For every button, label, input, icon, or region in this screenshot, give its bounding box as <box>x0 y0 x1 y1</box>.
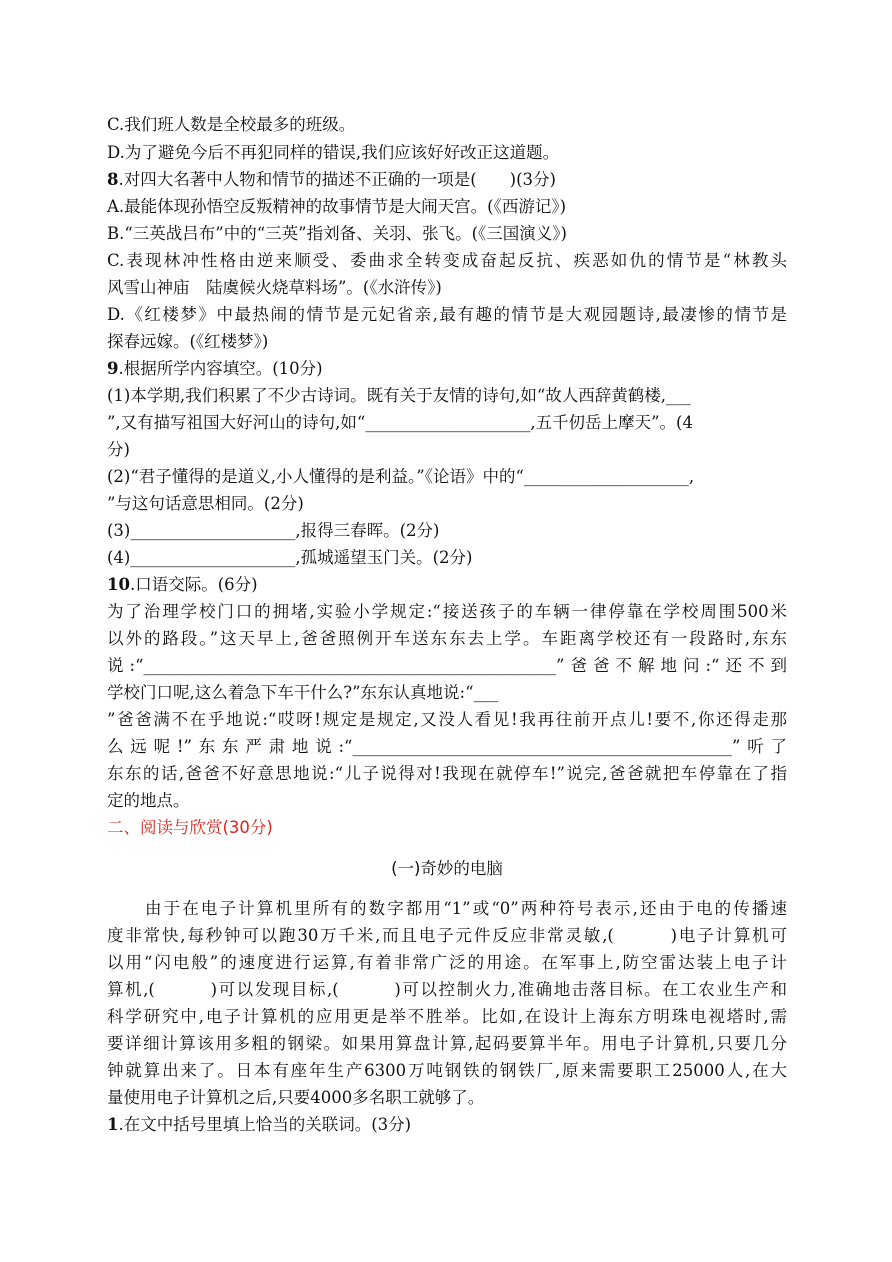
q10-text-1: 为了治理学校门口的拥堵,实验小学规定:“接送孩子的车辆一律停靠在学校周围500米 <box>107 602 787 621</box>
passage-line-1: 由于在电子计算机里所有的数字都用“1”或“0”两种符号表示,还由于电的传播速 <box>145 899 787 918</box>
q9-part4: (4)____________________,孤城遥望玉门关。(2分) <box>107 548 473 567</box>
question-10: 10.口语交际。(6分) <box>107 575 258 594</box>
passage-line-2: 度非常快,每秒钟可以跑30万千米,而且电子元件反应非常灵敏,( )电子计算机可 <box>107 926 787 945</box>
section-heading: 二、阅读与欣赏(30分) <box>107 818 273 837</box>
q9-part2: (2)“君子懂得的是道义,小人懂得的是利益。”《论语》中的“____________________, <box>107 467 695 486</box>
passage-line-5: 科学研究中,电子计算机的应用更是举不胜举。比如,在设计上海东方明珠电视塔时,需 <box>107 1007 787 1026</box>
passage-line-8: 量使用电子计算机之后,只要4000多名职工就够了。 <box>107 1088 485 1107</box>
option-c-q7: C.我们班人数是全校最多的班级。 <box>107 115 356 134</box>
q9-part1: (1)本学期,我们积累了不少古诗词。既有关于友情的诗句,如“故人西辞黄鹤楼,___ <box>107 386 691 405</box>
q9-part3: (3)____________________,报得三春晖。(2分) <box>107 521 440 540</box>
option-d-q8-cont: 探春远嫁。(《红楼梦》) <box>107 332 269 351</box>
q9-part1-cont: ”,又有描写祖国大好河山的诗句,如“____________________,五千仞岳上摩天”。(4 <box>107 413 693 432</box>
passage-line-4: 算机,( )可以发现目标,( )可以控制火力,准确地击落目标。在工农业生产和 <box>107 980 787 999</box>
q10-text-4: 学校门口呢,这么着急下车干什么?”东东认真地说:“___ <box>107 683 499 702</box>
q10-text-6: 么远呢!”东东严肃地说:“______________________________________________”听了 <box>107 737 787 756</box>
option-d-q8: D.《红楼梦》中最热闹的情节是元妃省亲,最有趣的情节是大观园题诗,最凄惨的情节是 <box>107 305 787 324</box>
question-8: 8.对四大名著中人物和情节的描述不正确的一项是( )(3分) <box>107 170 556 189</box>
q10-text-3: 说:“__________________________________________________”爸爸不解地问:“还不到 <box>107 656 787 675</box>
option-d-q7: D.为了避免今后不再犯同样的错误,我们应该好好改正这道题。 <box>107 143 560 162</box>
passage-title: (一)奇妙的电脑 <box>391 859 503 878</box>
q10-text-8: 定的地点。 <box>107 791 190 810</box>
option-c-q8: C.表现林冲性格由逆来顺受、委曲求全转变成奋起反抗、疾恶如仇的情节是“林教头 <box>107 251 787 270</box>
q10-text-5: ”爸爸满不在乎地说:“哎呀!规定是规定,又没人看见!我再往前开点儿!要不,你还得走那 <box>107 710 787 729</box>
option-b-q8: B.“三英战吕布”中的“三英”指刘备、关羽、张飞。(《三国演义》) <box>107 224 567 243</box>
question-9: 9.根据所学内容填空。(10分) <box>107 359 323 378</box>
reading-question-1: 1.在文中括号里填上恰当的关联词。(3分) <box>107 1115 412 1134</box>
option-a-q8: A.最能体现孙悟空反叛精神的故事情节是大闹天宫。(《西游记》) <box>107 197 567 216</box>
q9-part1-cont2: 分) <box>107 440 130 459</box>
option-c-q8-cont: 风雪山神庙 陆虞候火烧草料场”。(《水浒传》) <box>107 278 442 297</box>
passage-line-3: 以用“闪电般”的速度进行运算,有着非常广泛的用途。在军事上,防空雷达装上电子计 <box>107 953 787 972</box>
q10-text-7: 东东的话,爸爸不好意思地说:“儿子说得对!我现在就停车!”说完,爸爸就把车停靠在了指 <box>107 764 787 783</box>
q10-text-2: 以外的路段。”这天早上,爸爸照例开车送东东去上学。车距离学校还有一段路时,东东 <box>107 629 787 648</box>
passage-line-7: 钟就算出来了。日本有座年生产6300万吨钢铁的钢铁厂,原来需要职工25000人,在大 <box>107 1061 787 1080</box>
passage-line-6: 要详细计算该用多粗的钢梁。如果用算盘计算,起码要算半年。用电子计算机,只要几分 <box>107 1034 787 1053</box>
q9-part2-cont: ”与这句话意思相同。(2分) <box>107 494 304 513</box>
